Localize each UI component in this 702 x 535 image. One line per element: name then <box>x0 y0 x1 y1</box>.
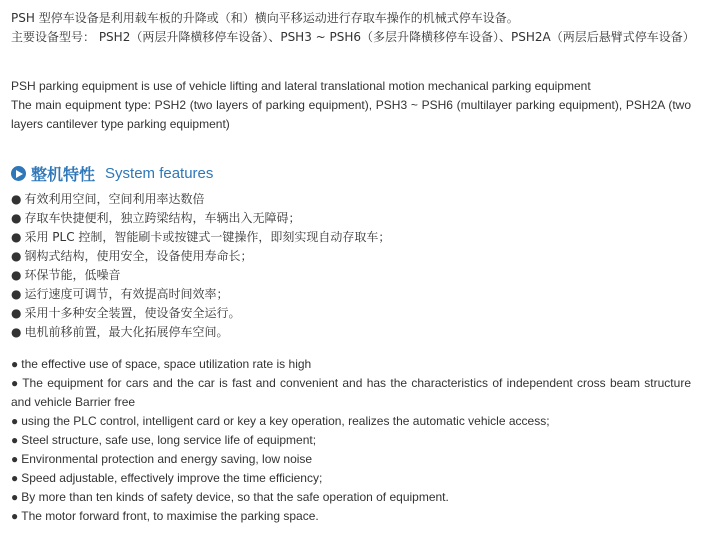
feature-text: the effective use of space, space utilization rate is high <box>21 357 312 371</box>
feature-text: The equipment for cars and the car is fast and convenient and has the characteristics of independent cross beam structure and vehicle Barrier free <box>11 376 691 409</box>
bullet-icon: ● <box>11 192 22 206</box>
bullet-icon: ● <box>11 509 19 523</box>
section-title-chinese: 整机特性 <box>31 165 96 184</box>
feature-text: 环保节能，低噪音 <box>24 268 121 282</box>
features-list-chinese <box>11 190 691 342</box>
feature-text: using the PLC control, intelligent card or key a key operation, realizes the automatic vehicle access; <box>21 414 550 428</box>
feature-item <box>11 450 691 469</box>
feature-item <box>11 488 691 507</box>
intro-chinese: PSH 型停车设备是利用载车板的升降或（和）横向平移运动进行存取车操作的机械式停车设备。 主要设备型号： PSH2（两层升降横移停车设备）、PSH3 ~ PSH6（多层升降横移停车设备）、PSH2A（两层后悬臂式停车设备） <box>11 11 695 44</box>
section-heading <box>11 162 213 185</box>
feature-text: The motor forward front, to maximise the parking space. <box>21 509 319 523</box>
bullet-icon: ● <box>11 325 22 339</box>
feature-text: By more than ten kinds of safety device, so that the safe operation of equipment. <box>21 490 449 504</box>
bullet-icon: ● <box>11 249 22 263</box>
feature-text: 存取车快捷便利，独立跨梁结构，车辆出入无障碍； <box>24 211 301 225</box>
feature-item <box>11 374 691 412</box>
feature-item <box>11 507 691 526</box>
features-list-english <box>11 355 691 526</box>
feature-item <box>11 469 691 488</box>
play-circle-icon <box>11 166 26 181</box>
feature-text: 运行速度可调节，有效提高时间效率； <box>24 287 229 301</box>
feature-item <box>11 323 691 342</box>
feature-item <box>11 304 691 323</box>
feature-item <box>11 266 691 285</box>
feature-text: Environmental protection and energy saving, low noise <box>21 452 313 466</box>
bullet-icon: ● <box>11 306 22 320</box>
feature-text: 采用 PLC 控制，智能刷卡或按键式一键操作，即刻实现自动存取车； <box>24 230 391 244</box>
feature-text: 钢构式结构，使用安全，设备使用寿命长； <box>24 249 253 263</box>
feature-item <box>11 285 691 304</box>
feature-item <box>11 190 691 209</box>
feature-text: 有效利用空间，空间利用率达数倍 <box>24 192 205 206</box>
bullet-icon: ● <box>11 471 19 485</box>
feature-item <box>11 355 691 374</box>
feature-text: Steel structure, safe use, long service life of equipment; <box>21 433 317 447</box>
bullet-icon: ● <box>11 357 19 371</box>
bullet-icon: ● <box>11 268 22 282</box>
feature-item <box>11 431 691 450</box>
bullet-icon: ● <box>11 211 22 225</box>
bullet-icon: ● <box>11 452 19 466</box>
feature-text: Speed adjustable, effectively improve the time efficiency; <box>21 471 323 485</box>
bullet-icon: ● <box>11 287 22 301</box>
bullet-icon: ● <box>11 490 19 504</box>
bullet-icon: ● <box>11 376 20 390</box>
section-title-english: System features <box>105 165 214 182</box>
bullet-icon: ● <box>11 230 22 244</box>
bullet-icon: ● <box>11 433 19 447</box>
bullet-icon: ● <box>11 414 19 428</box>
feature-item <box>11 412 691 431</box>
feature-text: 采用十多种安全装置，使设备安全运行。 <box>24 306 241 320</box>
feature-item <box>11 228 691 247</box>
intro-english: PSH parking equipment is use of vehicle lifting and lateral translational motion mechanical parking equipment The main equipment type: PSH2 (two layers of parking equipment), PSH3 ~ PSH6 (multilayer parking equipment), PSH2A (two layers cantilever type parking equipment) <box>11 79 691 131</box>
feature-item <box>11 247 691 266</box>
feature-text: 电机前移前置，最大化拓展停车空间。 <box>24 325 229 339</box>
feature-item <box>11 209 691 228</box>
